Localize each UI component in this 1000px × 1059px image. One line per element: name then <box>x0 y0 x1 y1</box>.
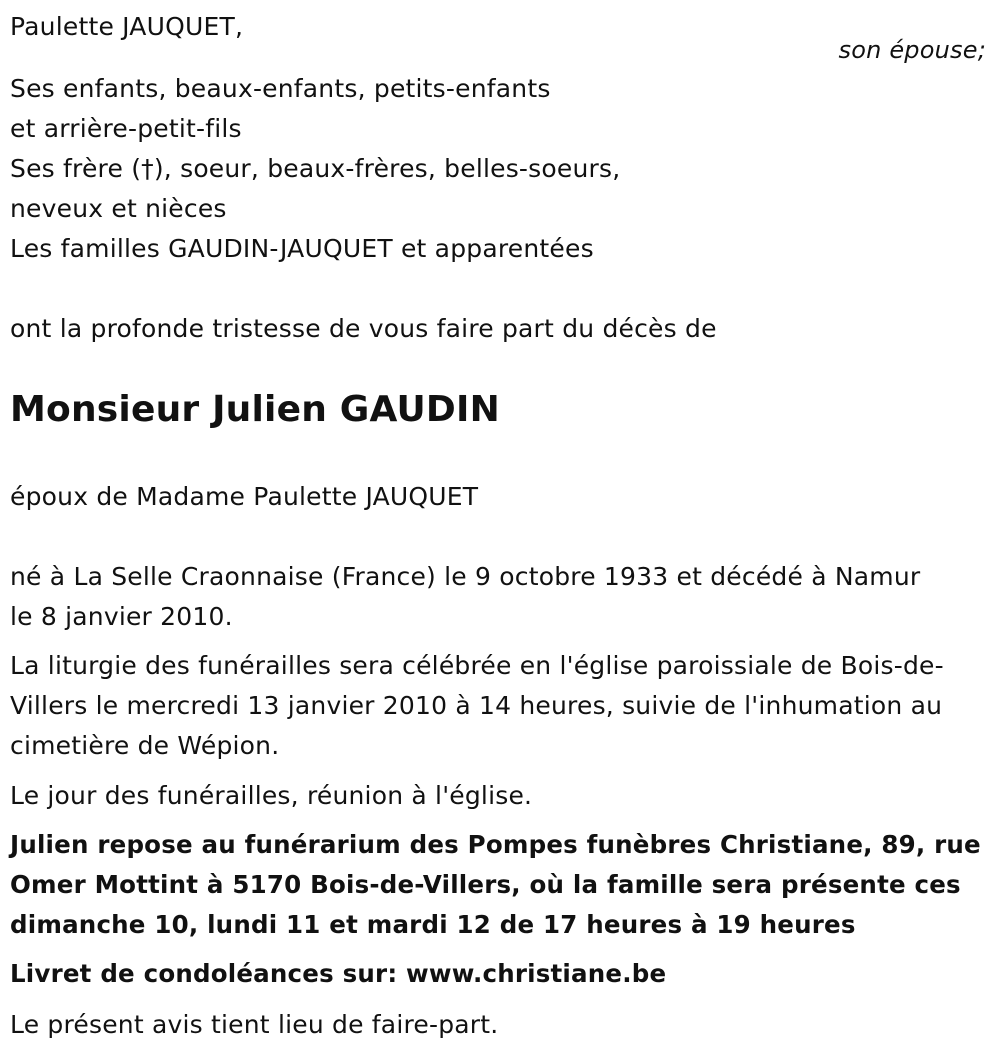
liturgy-line-3: cimetière de Wépion. <box>10 731 280 760</box>
liturgy-line-1: La liturgie des funérailles sera célébrée en l'église paroissiale de Bois-de- <box>10 651 944 680</box>
family-line-5: Les familles GAUDIN-JAUQUET et apparentées <box>10 234 594 263</box>
relation-text: époux de Madame Paulette JAUQUET <box>10 482 479 511</box>
condolences-text: Livret de condoléances sur: www.christiane.be <box>10 959 667 988</box>
family-line-2: et arrière-petit-fils <box>10 114 242 143</box>
deceased-name: Monsieur Julien GAUDIN <box>10 389 500 430</box>
footer-text: Le présent avis tient lieu de faire-part. <box>10 1010 499 1039</box>
funeral-home-line-1: Julien repose au funérarium des Pompes funèbres Christiane, 89, rue <box>10 830 981 859</box>
funeral-home-line-3: dimanche 10, lundi 11 et mardi 12 de 17 heures à 19 heures <box>10 910 856 939</box>
spouse-name: Paulette JAUQUET, <box>10 12 244 41</box>
announcement-text: ont la profonde tristesse de vous faire part du décès de <box>10 314 717 343</box>
birth-death-line-2: le 8 janvier 2010. <box>10 602 233 631</box>
birth-death-line-1: né à La Selle Craonnaise (France) le 9 octobre 1933 et décédé à Namur <box>10 562 921 591</box>
liturgy-line-2: Villers le mercredi 13 janvier 2010 à 14 heures, suivie de l'inhumation au <box>10 691 943 720</box>
spouse-role: son épouse; <box>838 36 986 64</box>
family-line-1: Ses enfants, beaux-enfants, petits-enfants <box>10 74 551 103</box>
family-line-4: neveux et nièces <box>10 194 227 223</box>
funeral-home-line-2: Omer Mottint à 5170 Bois-de-Villers, où la famille sera présente ces <box>10 870 961 899</box>
family-line-3: Ses frère (†), soeur, beaux-frères, belles-soeurs, <box>10 154 621 183</box>
meeting-text: Le jour des funérailles, réunion à l'église. <box>10 781 533 810</box>
